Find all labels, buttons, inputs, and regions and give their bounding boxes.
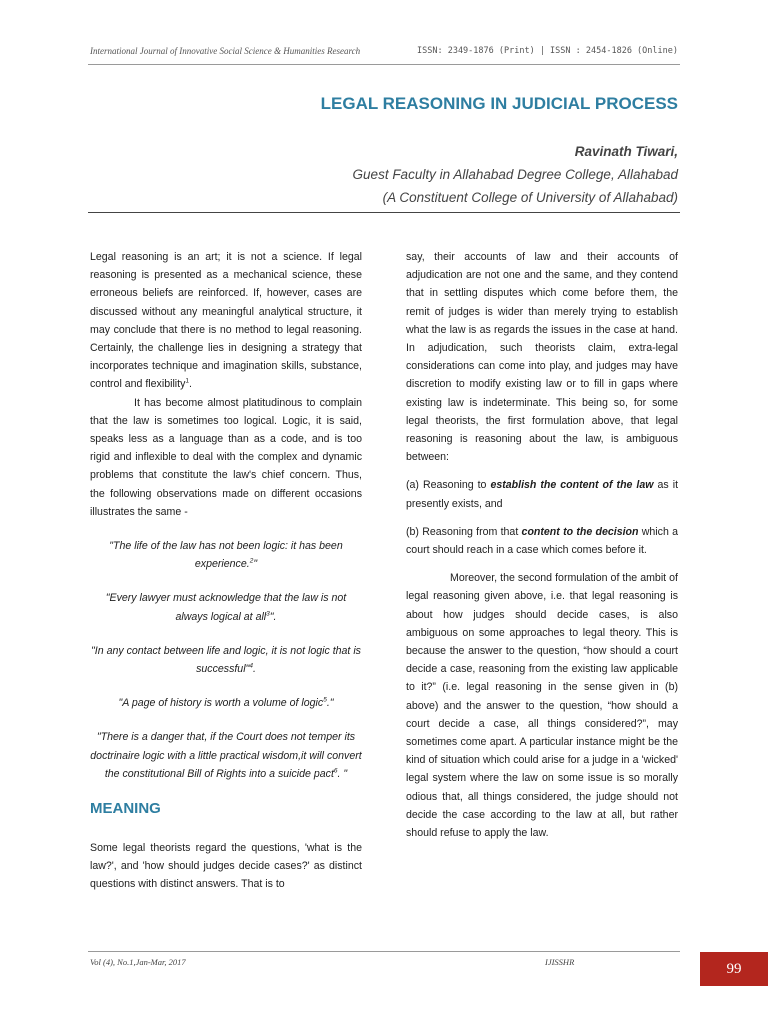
quote-lawyer: "Every lawyer must acknowledge that the law is not always logical at all$^3$". (105, 592, 347, 623)
meaning-paragraph: Some legal theorists regard the questions, 'what is the law?', and 'how should judges decide cases?' as distinct questions with distinct answers. That is to (90, 842, 362, 891)
adjudication-paragraph: say, their accounts of law and their accounts of adjudication are not one and the same, and they contend that in settling disputes which come before them, the remit of judges is wider than merely trying to establish what the law is as regards the issues in the case at hand. In adjudication, such theorists claim, extra-legal considerations can come into play, and judges may have discretion to modify existing law or to fill in gaps where existing law is indeterminate. This being so, for some legal theorists, the first formulation above, that legal reasoning is reasoning about the law, is ambiguous between: (406, 251, 678, 464)
meaning-heading: MEANING (90, 800, 161, 818)
author-institution: (A Constituent College of University of Allahabad) (382, 190, 678, 205)
quote-history: "A page of history is worth a volume of logic$^5$." (118, 696, 334, 710)
issn-text: ISSN: 2349-1876 (Print) | ISSN : 2454-1826 (Online) (417, 46, 678, 56)
footnote-ref: 4 (249, 662, 253, 670)
journal-name: International Journal of Innovative Social Science & Humanities Research (90, 46, 361, 56)
author-affiliation: Guest Faculty in Allahabad Degree College, Allahabad (352, 167, 678, 182)
footer-divider (88, 951, 680, 952)
footnote-ref: 2 (249, 557, 254, 565)
logic-paragraph: It has become almost platitudinous to complain that the law is sometimes too logical. Logic, it is said, speaks less as a language than as a code, and is too rigid and inflexible to deal with the complex and dynamic problems that constitute the law's chief concern. Thus, the following observations made on different occasions illustrates the same - (90, 396, 362, 518)
journal-abbreviation: IJISSHR (545, 957, 575, 967)
quote-life-logic: "In any contact between life and logic, it is not logic that is successful"$^4$. (91, 644, 361, 676)
footnote-ref: 5 (323, 696, 327, 704)
right-column (406, 248, 678, 842)
reasoning-b: (b) Reasoning from that content to the decision which a court should reach in a case which comes before it. (406, 525, 678, 557)
second-formulation-paragraph: Moreover, the second formulation of the ambit of legal reasoning given above, i.e. that legal reasoning is about how judges should decide cases, is also ambiguous on some approaches to legal theory. This is because the answer to the question, “how should a court decide a case, reasoning from the existing law applicable to it?” (i.e. legal reasoning in the sense given in (b) above) and the answer to the question, “how should a court decide a case, all things considered?”, may sometimes come apart. A particular instance might be the kind of situation which could arise for a judge in a 'wicked' legal system where the law on some issue is so morally odious that, all things considered, the judge should not decide the case according to the law at all, but rather should refuse to apply the law. (406, 572, 678, 840)
page-number: 99 (700, 952, 768, 986)
article-title: LEGAL REASONING IN JUDICIAL PROCESS (320, 94, 678, 113)
footnote-ref: 1 (185, 377, 190, 385)
author-block (260, 140, 678, 209)
title-divider (88, 212, 680, 213)
volume-info: Vol (4), No.1,Jan-Mar, 2017 (90, 957, 186, 967)
quote-suicide-pact: "There is a danger that, if the Court does not temper its doctrinaire logic with a little practical wisdom,it will convert the constitutional Bill of Rights into a suicide pact$^6$. " (90, 731, 362, 780)
footnote-ref: 6 (333, 767, 338, 775)
running-header (90, 46, 678, 60)
intro-paragraph: Legal reasoning is an art; it is not a science. If legal reasoning is presented as a mechanical science, these erroneous beliefs are reinforced. If, however, cases are discussed without any meaningful analytical structure, it may conclude that there is no method to legal reasoning. Certainly, the challenge lies in designing a strategy that incorporates technique and imagination skills, substance, control and flexibility$^1$. (90, 251, 362, 391)
left-column (90, 248, 362, 894)
header-divider (88, 64, 680, 65)
quote-holmes: "The life of the law has not been logic: it has been experience.$^2$" (109, 540, 343, 571)
reasoning-a: (a) Reasoning to establish the content of the law as it presently exists, and (406, 479, 679, 510)
footnote-ref: 3 (266, 610, 270, 618)
author-name: Ravinath Tiwari, (574, 144, 678, 159)
